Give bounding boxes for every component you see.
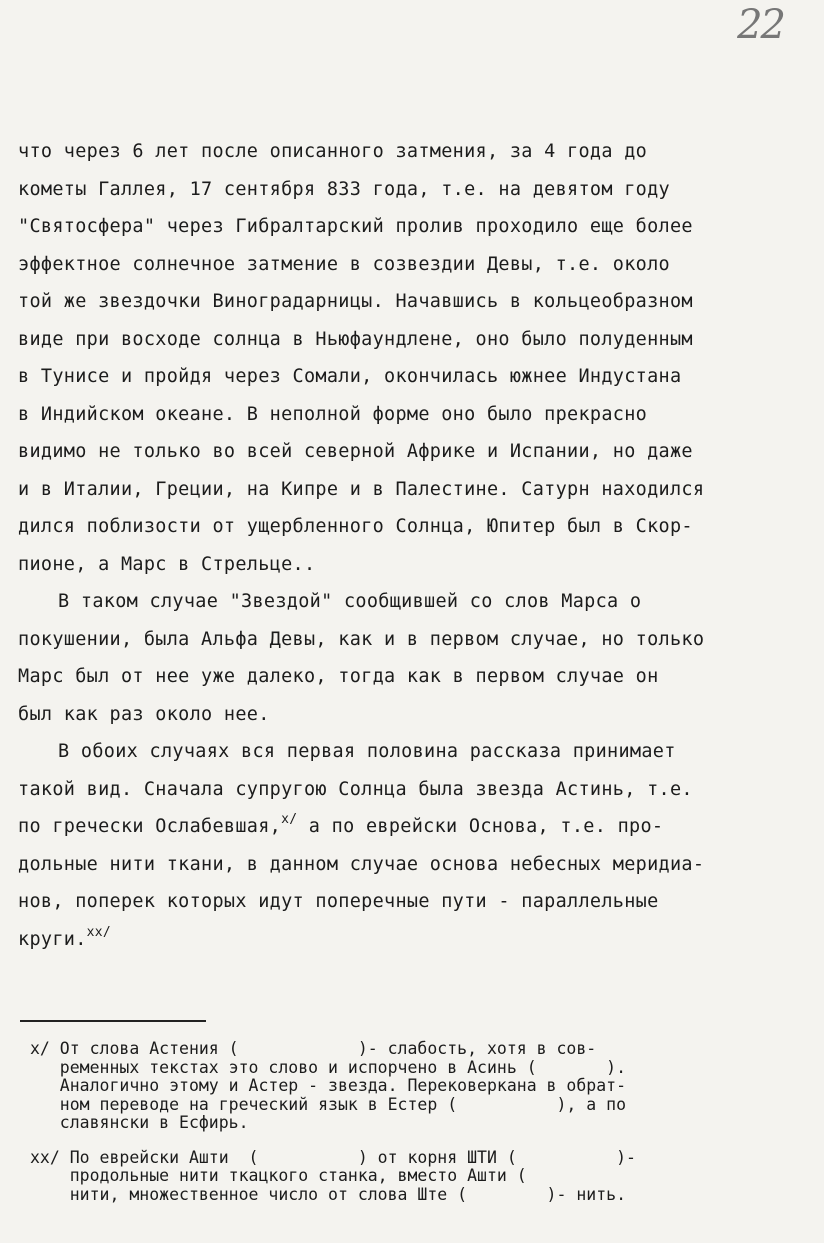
text-line (18, 808, 818, 846)
text-line: дился поблизости от ущербленного Солнца, Юпитер был в Скор- (18, 516, 693, 537)
text-line: эффектное солнечное затмение в созвездии Девы, т.е. около (18, 253, 670, 275)
text-line: Марс был от нее уже далеко, тогда как в первом случае он (18, 666, 659, 687)
footnote-line: славянски в Есфирь. (30, 1113, 249, 1132)
text-line: покушении, была Альфа Девы, как и в первом случае, но только (18, 628, 705, 650)
text-line: нов, поперек которых идут поперечные пути - параллельные (18, 891, 659, 912)
text-line: в Индийском океане. В неполной форме оно было прекрасно (18, 403, 648, 425)
text-line: дольные нити ткани, в данном случае основа небесных меридиа- (18, 853, 705, 875)
text-line: той же звездочки Виноградарницы. Начавшись в кольцеобразном (18, 291, 693, 312)
footnotes (30, 1040, 820, 1204)
text-line: пионе, а Марс в Стрельце.. (18, 553, 316, 575)
footnote-marker: xx/ (86, 924, 112, 940)
footnote-divider (20, 1020, 206, 1022)
footnote-line: Аналогично этому и Астер - звезда. Перековеркана в обрат- (30, 1076, 627, 1095)
text-line: и в Италии, Греции, на Кипре и в Палестине. Сатурн находился (18, 478, 705, 500)
text-line: В таком случае "Звездой" сообщившей со слов Марса о (58, 591, 642, 612)
footnote-line: xx/ По еврейски Ашти ( ) от корня ШТИ ( )- (30, 1147, 636, 1167)
text-line (18, 921, 818, 959)
text-line: виде при восходе солнца в Ньюфаундлене, оно было полуденным (18, 328, 693, 350)
footnote-line: нити, множественное число от слова Ште ( )- нить. (30, 1184, 627, 1204)
text-line: что через 6 лет после описанного затмения, за 4 года до (18, 141, 648, 162)
footnote-marker: x/ (281, 812, 298, 827)
text-line: "Святосфера" через Гибралтарский пролив проходило еще более (18, 216, 693, 237)
footnote-line: продольные нити ткацкого станка, вместо Ашти ( (30, 1166, 527, 1185)
main-text (18, 133, 818, 958)
text-line: видимо не только во всей северной Африке и Испании, но даже (18, 441, 693, 462)
text-line: в Тунисе и пройдя через Сомали, окончилась южнее Индустана (18, 366, 682, 387)
page-number: 22 (737, 2, 784, 48)
text-line: был как раз около нее. (18, 703, 270, 725)
footnote-line: ном переводе на греческий язык в Естер ( ), а по (30, 1094, 627, 1114)
text-line: такой вид. Сначала супругою Солнца была звезда Астинь, т.е. (18, 778, 693, 800)
text-line: В обоих случаях вся первая половина рассказа принимает (58, 741, 676, 762)
footnote-spacer (30, 1133, 820, 1149)
text-segment: круги. (18, 928, 87, 950)
text-line: кометы Галлея, 17 сентября 833 года, т.е. на девятом году (18, 178, 670, 200)
text-segment: а по еврейски Основа, т.е. про- (297, 816, 664, 837)
footnote-line: ременных текстах это слово и испорчено в Асинь ( ). (30, 1057, 627, 1077)
footnote-line: x/ От слова Астения ( )- слабость, хотя в сов- (30, 1039, 597, 1058)
text-segment: по гречески Ослабевшая, (18, 816, 282, 837)
